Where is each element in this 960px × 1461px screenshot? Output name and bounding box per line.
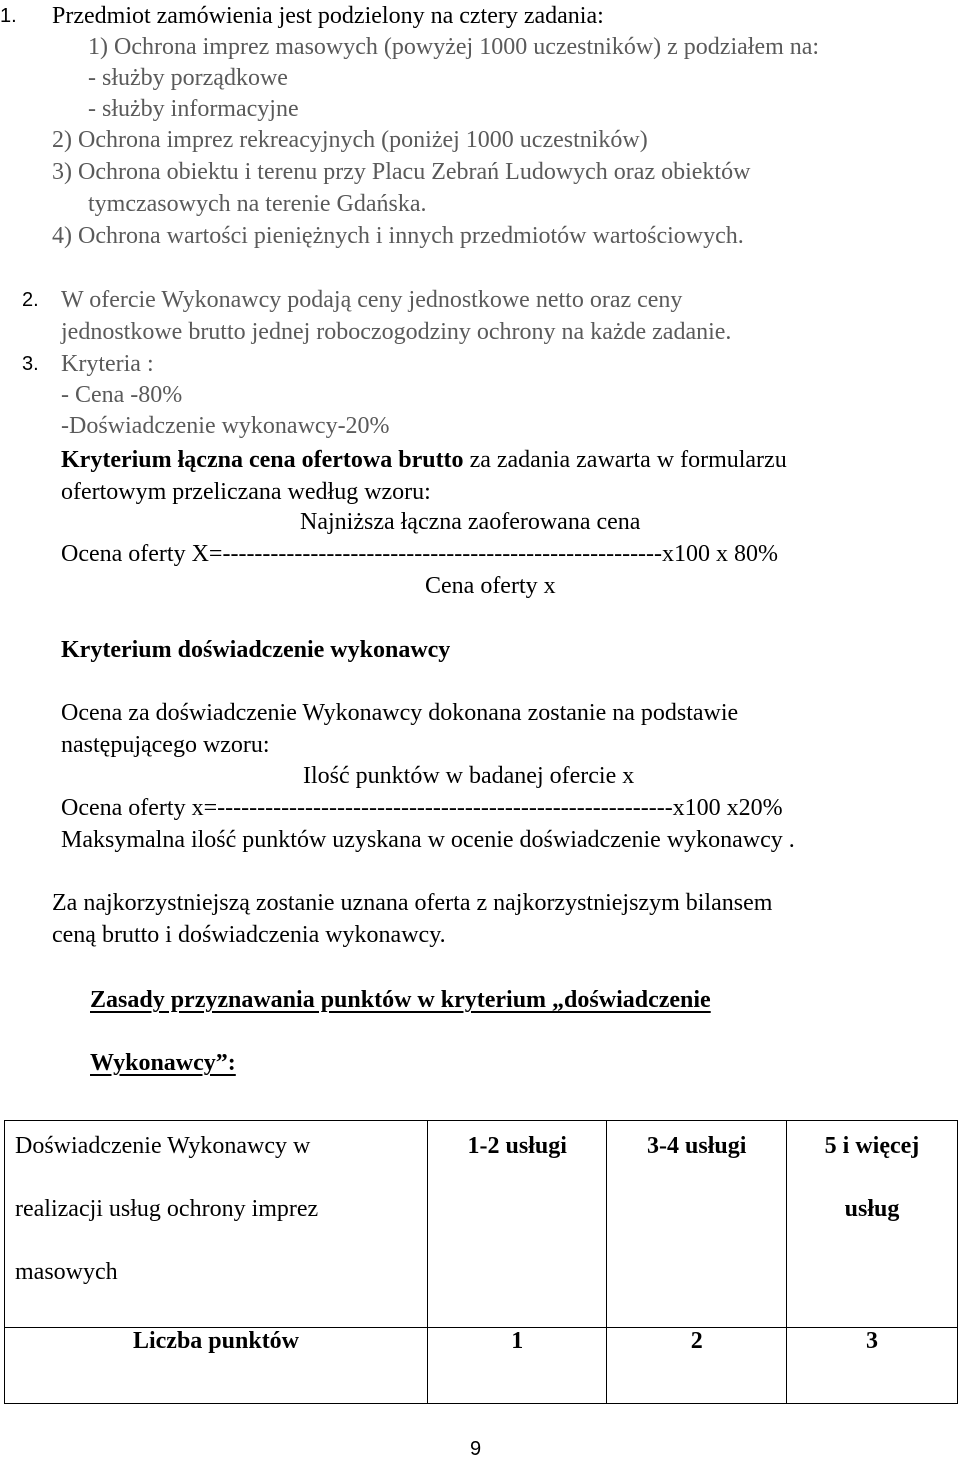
table-label-line-2: realizacji usług ochrony imprez [15, 1196, 319, 1222]
task-1-sub-informacyjne: - służby informacyjne [88, 96, 299, 122]
price-criterion-line-2: ofertowym przeliczana według wzoru: [61, 479, 431, 505]
table-points-3-4: 2 [607, 1328, 786, 1404]
experience-line-2: następującego wzoru: [61, 732, 270, 758]
table-cell-3-4 [607, 1121, 786, 1328]
table-cell-5-plus [786, 1121, 957, 1328]
page-number: 9 [470, 1438, 482, 1460]
task-3-cont: tymczasowych na terenie Gdańska. [88, 191, 427, 217]
table-points-5-plus: 3 [786, 1328, 957, 1404]
formula-2-numerator: Ilość punktów w badanej ofercie x [303, 763, 635, 789]
table-header-5-plus-line-1: 5 i więcej [824, 1133, 920, 1159]
scoring-table [4, 1120, 958, 1404]
section-1-heading: Przedmiot zamówienia jest podzielony na cztery zadania: [52, 3, 604, 29]
section-2-number: 2. [22, 289, 39, 311]
table-cell-label [5, 1121, 428, 1328]
table-label-line-1: Doświadczenie Wykonawcy w [15, 1133, 311, 1159]
criterion-price: - Cena -80% [61, 382, 183, 408]
table-label-line-3: masowych [15, 1259, 118, 1285]
formula-2-denominator: Maksymalna ilość punktów uzyskana w ocenie doświadczenie wykonawcy . [61, 827, 795, 853]
formula-1-denominator: Cena oferty x [425, 573, 556, 599]
task-4: 4) Ochrona wartości pieniężnych i innych przedmiotów wartościowych. [52, 223, 744, 249]
summary-line-1: Za najkorzystniejszą zostanie uznana oferta z najkorzystniejszym bilansem [52, 890, 773, 916]
section-1-number: 1. [0, 5, 17, 27]
table-header-3-4: 3-4 usługi [647, 1133, 747, 1159]
experience-heading: Kryterium doświadczenie wykonawcy [61, 637, 451, 663]
task-3: 3) Ochrona obiektu i terenu przy Placu Zebrań Ludowych oraz obiektów [52, 159, 751, 185]
price-criterion-rest: za zadania zawarta w formularzu [463, 447, 787, 473]
task-1: 1) Ochrona imprez masowych (powyżej 1000 uczestników) z podziałem na: [88, 34, 820, 60]
rules-heading-line-1: Zasady przyznawania punktów w kryterium „doświadczenie [90, 987, 711, 1013]
criterion-experience: -Doświadczenie wykonawcy-20% [61, 413, 390, 439]
table-points-label: Liczba punktów [5, 1328, 428, 1404]
table-row [5, 1328, 958, 1404]
price-criterion-line [61, 448, 787, 472]
formula-2-main: Ocena oferty x=---------------------------------------------------------x100 x20% [61, 795, 783, 821]
table-cell-1-2 [428, 1121, 607, 1328]
price-criterion-bold: Kryterium łączna cena ofertowa brutto [61, 447, 464, 473]
table-row [5, 1121, 958, 1328]
section-3-heading: Kryteria : [61, 351, 154, 377]
formula-1-numerator: Najniższa łączna zaoferowana cena [300, 509, 641, 535]
section-2-line-1: W ofercie Wykonawcy podają ceny jednostkowe netto oraz ceny [61, 287, 683, 313]
task-2: 2) Ochrona imprez rekreacyjnych (poniżej 1000 uczestników) [52, 127, 648, 153]
rules-heading-line-2: Wykonawcy”: [90, 1050, 236, 1076]
table-header-1-2: 1-2 usługi [467, 1133, 567, 1159]
section-3-number: 3. [22, 353, 39, 375]
task-1-sub-porzadkowe: - służby porządkowe [88, 65, 288, 91]
experience-line-1: Ocena za doświadczenie Wykonawcy dokonana zostanie na podstawie [61, 700, 739, 726]
summary-line-2: ceną brutto i doświadczenia wykonawcy. [52, 922, 446, 948]
formula-1-main: Ocena oferty X=-------------------------------------------------------x100 x 80% [61, 541, 779, 567]
section-2-line-2: jednostkowe brutto jednej roboczogodziny ochrony na każde zadanie. [61, 319, 732, 345]
table-points-1-2: 1 [428, 1328, 607, 1404]
table-header-5-plus-line-2: usług [844, 1196, 900, 1222]
